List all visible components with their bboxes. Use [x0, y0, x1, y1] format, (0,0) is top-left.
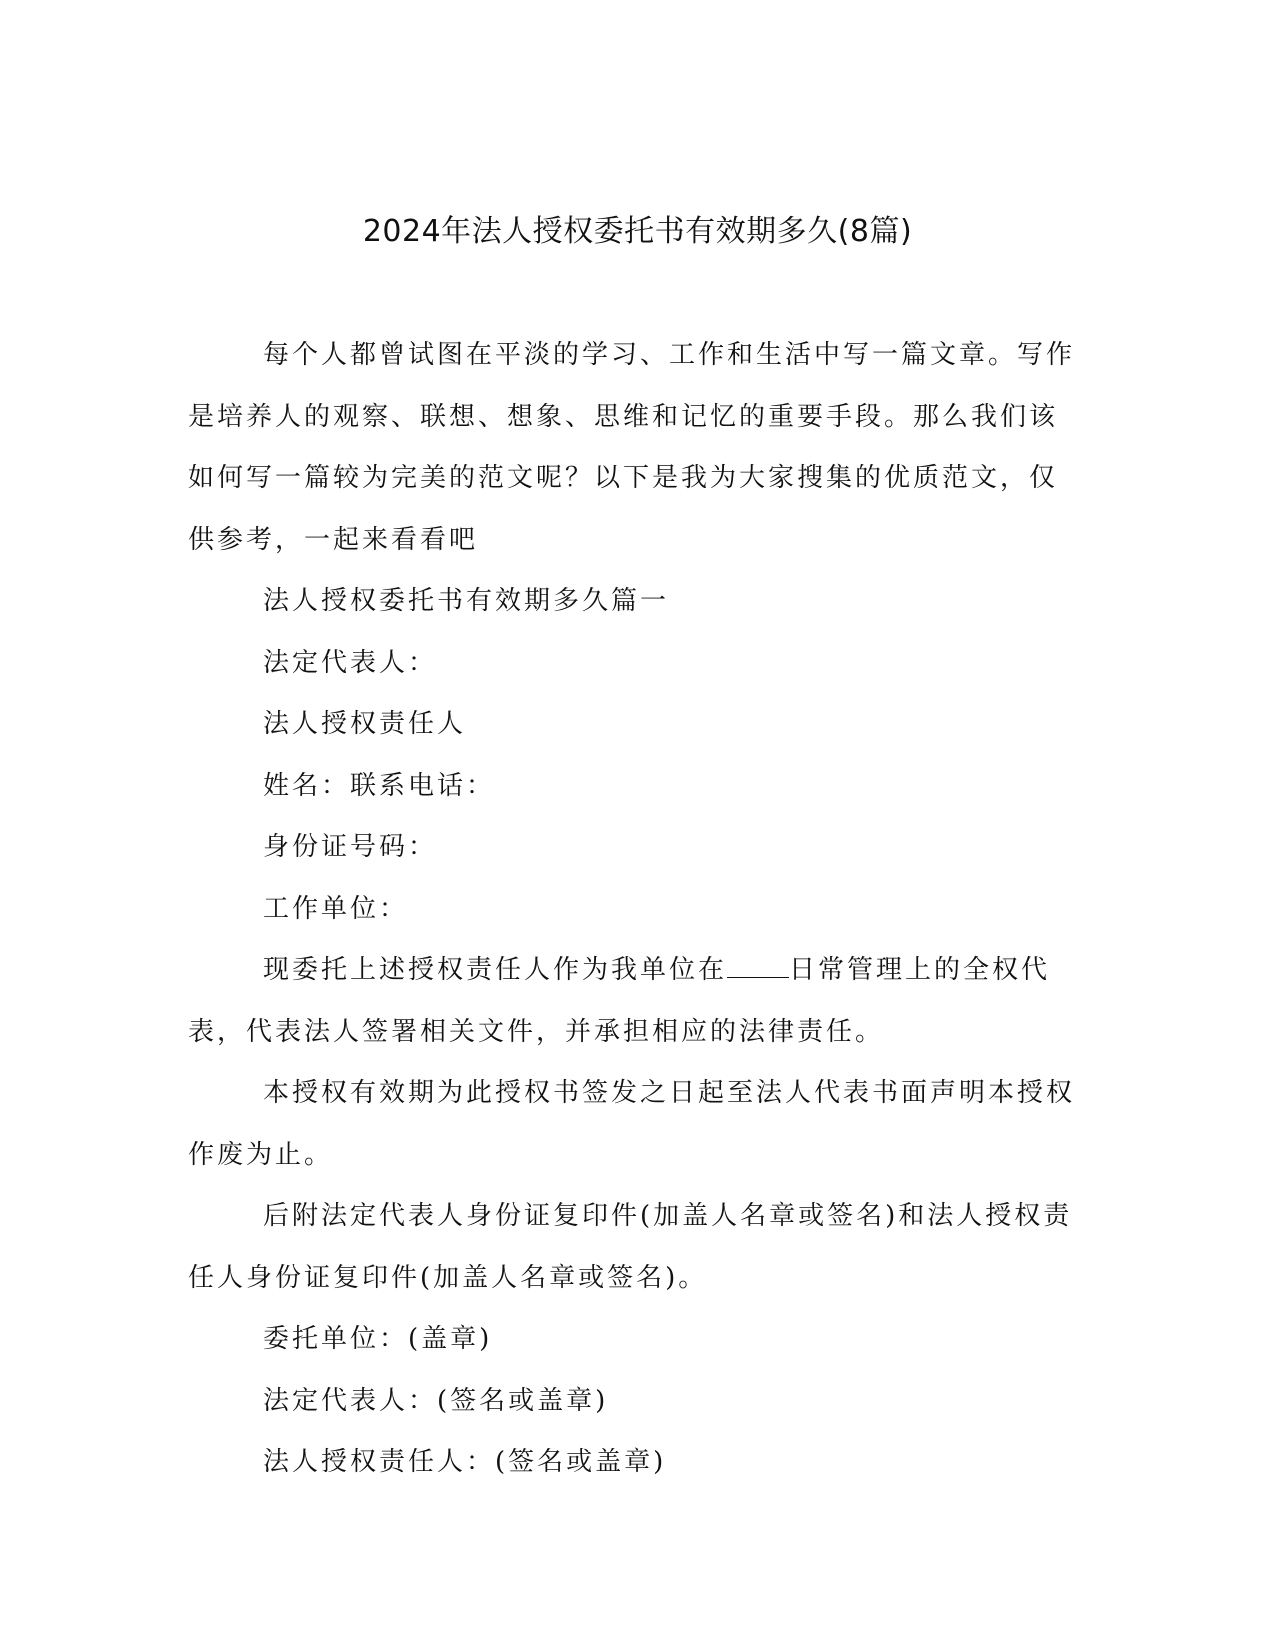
delegation-text-part2: 日常管理上的全权代表，代表法人签署相关文件，并承担相应的法律责任。	[188, 955, 1051, 1047]
document-body	[188, 325, 1078, 1494]
document-title: 2024年法人授权委托书有效期多久(8篇)	[362, 214, 913, 249]
section-heading: 法人授权委托书有效期多久篇一	[263, 586, 670, 616]
name-phone-line: 姓名：联系电话：	[263, 770, 496, 801]
intro-paragraph: 每个人都曾试图在平淡的学习、工作和生活中写一篇文章。写作是培养人的观察、联想、想象、思维和记忆的重要手段。那么我们该如何写一篇较为完美的范文呢？以下是我为大家搜集的优质范文，仅供参考，一起来看看吧	[188, 340, 1076, 555]
authorized-person-line: 法人授权责任人	[263, 709, 467, 739]
legal-rep-sign-line: 法定代表人：(签名或盖章)	[263, 1385, 609, 1416]
delegation-paragraph	[188, 940, 1078, 1063]
entrusting-unit-line: 委托单位：(盖章)	[263, 1324, 493, 1354]
legal-rep-line: 法定代表人：	[263, 647, 438, 678]
delegation-text-part1: 现委托上述授权责任人作为我单位在	[263, 955, 728, 985]
id-number-line: 身份证号码：	[263, 832, 438, 862]
work-unit-line: 工作单位：	[263, 893, 409, 924]
fill-in-blank	[727, 955, 789, 978]
authorized-sign-line: 法人授权责任人：(签名或盖章)	[263, 1447, 667, 1477]
validity-paragraph: 本授权有效期为此授权书签发之日起至法人代表书面声明本授权作废为止。	[188, 1078, 1076, 1170]
attachments-paragraph: 后附法定代表人身份证复印件(加盖人名章或签名)和法人授权责任人身份证复印件(加盖人名章或签名)。	[188, 1201, 1073, 1293]
